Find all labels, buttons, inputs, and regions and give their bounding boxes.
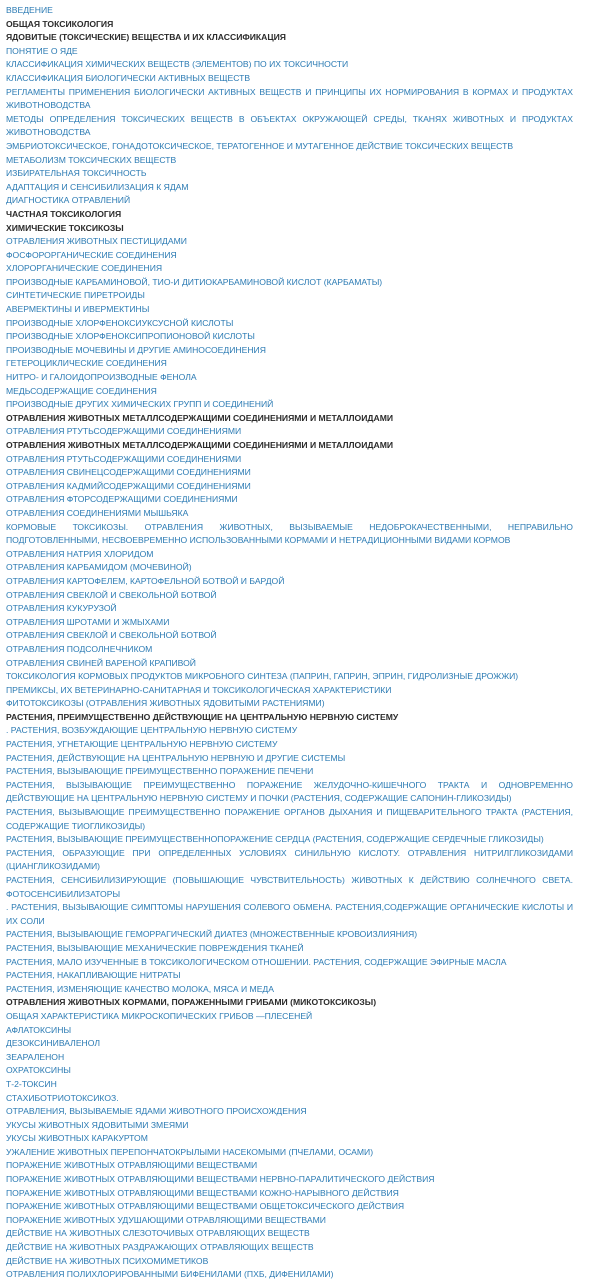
toc-link[interactable]: ДЕЗОКСИНИВАЛЕНОЛ [6,1038,100,1049]
toc-link[interactable]: ОТРАВЛЕНИЯ РТУТЬСОДЕРЖАЩИМИ СОЕДИНЕНИЯМИ [6,453,242,464]
toc-link[interactable]: МЕТАБОЛИЗМ ТОКСИЧЕСКИХ ВЕЩЕСТВ [6,154,177,165]
toc-heading: ЧАСТНАЯ ТОКСИКОЛОГИЯ [6,208,122,219]
toc-link[interactable]: ОТРАВЛЕНИЯ ПОЛИХЛОРИРОВАННЫМИ БИФЕНИЛАМИ (ПХБ, ДИФЕНИЛАМИ) [6,1269,334,1280]
toc-link[interactable]: ФИТОТОКСИКОЗЫ (ОТРАВЛЕНИЯ ЖИВОТНЫХ ЯДОВИТЫМИ РАСТЕНИЯМИ) [6,698,325,709]
toc-link[interactable]: ПРОИЗВОДНЫЕ ХЛОРФЕНОКСИУКСУСНОЙ КИСЛОТЫ [6,317,234,328]
toc-link[interactable]: РАСТЕНИЯ, УГНЕТАЮЩИЕ ЦЕНТРАЛЬНУЮ НЕРВНУЮ СИСТЕМУ [6,739,278,750]
toc-link[interactable]: РАСТЕНИЯ, ОБРАЗУЮЩИЕ ПРИ ОПРЕДЕЛЕННЫХ УСЛОВИЯХ СИНИЛЬНУЮ КИСЛОТУ. ОТРАВЛЕНИЯ НИТРИЛГЛИКОЗИДАМИ (ЦИАНГЛИКОЗИДАМИ) [6,847,573,872]
toc-link[interactable]: ХЛОРОРГАНИЧЕСКИЕ СОЕДИНЕНИЯ [6,263,163,274]
toc-link[interactable]: РЕГЛАМЕНТЫ ПРИМЕНЕНИЯ БИОЛОГИЧЕСКИ АКТИВНЫХ ВЕЩЕСТВ И ПРИНЦИПЫ ИХ НОРМИРОВАНИЯ В КОРМАХ И ПРОДУКТАХ ЖИВОТНОВОДСТВА [6,86,573,111]
toc-link[interactable]: АДАПТАЦИЯ И СЕНСИБИЛИЗАЦИЯ К ЯДАМ [6,181,189,192]
toc-link[interactable]: КОРМОВЫЕ ТОКСИКОЗЫ. ОТРАВЛЕНИЯ ЖИВОТНЫХ, ВЫЗЫВАЕМЫЕ НЕДОБРОКАЧЕСТВЕННЫМИ, НЕПРАВИЛЬНО ПОДГОТОВЛЕННЫМИ, НЕСВОЕВРЕМЕННО ИСПОЛЬЗОВАННЫМИ КОРМАМИ И НЕТРАДИЦИОННЫМИ ВИДАМИ КОРМОВ [6,521,573,546]
toc-heading: ОТРАВЛЕНИЯ ЖИВОТНЫХ КОРМАМИ, ПОРАЖЕННЫМИ ГРИБАМИ (МИКОТОКСИКОЗЫ) [6,997,377,1008]
toc-link[interactable]: ОТРАВЛЕНИЯ СВЕКЛОЙ И СВЕКОЛЬНОЙ БОТВОЙ [6,589,217,600]
toc-link[interactable]: РАСТЕНИЯ, ВЫЗЫВАЮЩИЕ ПРЕИМУЩЕСТВЕННОПОРАЖЕНИЕ СЕРДЦА (РАСТЕНИЯ, СОДЕРЖАЩИЕ СЕРДЕЧНЫЕ ГЛИКОЗИДЫ) [6,834,544,845]
toc-link[interactable]: . РАСТЕНИЯ, ВОЗБУЖДАЮЩИЕ ЦЕНТРАЛЬНУЮ НЕРВНУЮ СИСТЕМУ [6,725,298,736]
toc-link[interactable]: ОТРАВЛЕНИЯ ФТОРСОДЕРЖАЩИМИ СОЕДИНЕНИЯМИ [6,494,238,505]
toc-link[interactable]: ДЕЙСТВИЕ НА ЖИВОТНЫХ СЛЕЗОТОЧИВЫХ ОТРАВЛЯЮЩИХ ВЕЩЕСТВ [6,1228,310,1239]
toc-link[interactable]: УЖАЛЕНИЕ ЖИВОТНЫХ ПЕРЕПОНЧАТОКРЫЛЫМИ НАСЕКОМЫМИ (ПЧЕЛАМИ, ОСАМИ) [6,1146,374,1157]
toc-link[interactable]: ПРОИЗВОДНЫЕ КАРБАМИНОВОЙ, ТИО-И ДИТИОКАРБАМИНОВОЙ КИСЛОТ (КАРБАМАТЫ) [6,276,383,287]
toc-link[interactable]: ОТРАВЛЕНИЯ, ВЫЗЫВАЕМЫЕ ЯДАМИ ЖИВОТНОГО ПРОИСХОЖДЕНИЯ [6,1106,307,1117]
toc-link[interactable]: МЕТОДЫ ОПРЕДЕЛЕНИЯ ТОКСИЧЕСКИХ ВЕЩЕСТВ В ОБЪЕКТАХ ОКРУЖАЮЩЕЙ СРЕДЫ, ТКАНЯХ ЖИВОТНЫХ И ПРОДУКТАХ ЖИВОТНОВОДСТВА [6,113,573,138]
toc-link[interactable]: ФОСФОРОРГАНИЧЕСКИЕ СОЕДИНЕНИЯ [6,249,177,260]
toc-link[interactable]: ПРЕМИКСЫ, ИХ ВЕТЕРИНАРНО-САНИТАРНАЯ И ТОКСИКОЛОГИЧЕСКАЯ ХАРАКТЕРИСТИКИ [6,684,392,695]
toc-link[interactable]: РАСТЕНИЯ, ВЫЗЫВАЮЩИЕ ПРЕИМУЩЕСТВЕННО ПОРАЖЕНИЕ ОРГАНОВ ДЫХАНИЯ И ПИЩЕВАРИТЕЛЬНОГО ТРАКТА (РАСТЕНИЯ, СОДЕРЖАЩИЕ ТИОГЛИКОЗИДЫ) [6,807,573,831]
toc-link[interactable]: ЭМБРИОТОКСИЧЕСКОЕ, ГОНАДОТОКСИЧЕСКОЕ, ТЕРАТОГЕННОЕ И МУТАГЕННОЕ ДЕЙСТВИЕ ТОКСИЧЕСКИХ ВЕЩЕСТВ [6,140,514,151]
toc-link[interactable]: ПОРАЖЕНИЕ ЖИВОТНЫХ ОТРАВЛЯЮЩИМИ ВЕЩЕСТВАМИ НЕРВНО-ПАРАЛИТИЧЕСКОГО ДЕЙСТВИЯ [6,1174,435,1185]
toc-link[interactable]: . РАСТЕНИЯ, ВЫЗЫВАЮЩИЕ СИМПТОМЫ НАРУШЕНИЯ СОЛЕВОГО ОБМЕНА. РАСТЕНИЯ,СОДЕРЖАЩИЕ ОРГАНИЧЕСКИЕ КИСЛОТЫ И ИХ СОЛИ [6,902,573,926]
toc-link[interactable]: ОТРАВЛЕНИЯ СВИНЕЙ ВАРЕНОЙ КРАПИВОЙ [6,657,196,668]
toc-link[interactable]: ОТРАВЛЕНИЯ СВЕКЛОЙ И СВЕКОЛЬНОЙ БОТВОЙ [6,630,217,641]
toc-link[interactable]: ИЗБИРАТЕЛЬНАЯ ТОКСИЧНОСТЬ [6,168,147,179]
toc-link[interactable]: РАСТЕНИЯ, ВЫЗЫВАЮЩИЕ МЕХАНИЧЕСКИЕ ПОВРЕЖДЕНИЯ ТКАНЕЙ [6,942,304,953]
toc-link[interactable]: ТОКСИКОЛОГИЯ КОРМОВЫХ ПРОДУКТОВ МИКРОБНОГО СИНТЕЗА (ПАПРИН, ГАПРИН, ЭПРИН, ГИДРОЛИЗНЫЕ ДРОЖЖИ) [6,671,519,682]
toc-link[interactable]: ОТРАВЛЕНИЯ ШРОТАМИ И ЖМЫХАМИ [6,616,170,627]
toc-heading: РАСТЕНИЯ, ПРЕИМУЩЕСТВЕННО ДЕЙСТВУЮЩИЕ НА ЦЕНТРАЛЬНУЮ НЕРВНУЮ СИСТЕМУ [6,711,399,722]
toc-link[interactable]: ОТРАВЛЕНИЯ КАДМИЙСОДЕРЖАЩИМИ СОЕДИНЕНИЯМИ [6,480,251,491]
toc-link[interactable]: ОТРАВЛЕНИЯ СОЕДИНЕНИЯМИ МЫШЬЯКА [6,507,189,518]
toc-link[interactable]: ПРОИЗВОДНЫЕ ХЛОРФЕНОКСИПРОПИОНОВОЙ КИСЛОТЫ [6,331,255,342]
toc-link[interactable]: ПОРАЖЕНИЕ ЖИВОТНЫХ ОТРАВЛЯЮЩИМИ ВЕЩЕСТВАМИ ОБЩЕТОКСИЧЕСКОГО ДЕЙСТВИЯ [6,1201,405,1212]
toc-link[interactable]: ОХРАТОКСИНЫ [6,1065,71,1076]
toc-heading: ЯДОВИТЫЕ (ТОКСИЧЕСКИЕ) ВЕЩЕСТВА И ИХ КЛАССИФИКАЦИЯ [6,32,286,43]
toc-link[interactable]: ГЕТЕРОЦИКЛИЧЕСКИЕ СОЕДИНЕНИЯ [6,358,167,369]
toc-link[interactable]: ПРОИЗВОДНЫЕ ДРУГИХ ХИМИЧЕСКИХ ГРУПП И СОЕДИНЕНИЙ [6,399,274,410]
toc-heading: ОБЩАЯ ТОКСИКОЛОГИЯ [6,18,114,29]
toc-link[interactable]: ВВЕДЕНИЕ [6,5,53,15]
toc-link[interactable]: РАСТЕНИЯ, ДЕЙСТВУЮЩИЕ НА ЦЕНТРАЛЬНУЮ НЕРВНУЮ И ДРУГИЕ СИСТЕМЫ [6,752,346,763]
toc-link[interactable]: РАСТЕНИЯ, ВЫЗЫВАЮЩИЕ ПРЕИМУЩЕСТВЕННО ПОРАЖЕНИЕ ПЕЧЕНИ [6,766,314,777]
toc-link[interactable]: СИНТЕТИЧЕСКИЕ ПИРЕТРОИДЫ [6,290,145,301]
toc-link[interactable]: РАСТЕНИЯ, ВЫЗЫВАЮЩИЕ ПРЕИМУЩЕСТВЕННО ПОРАЖЕНИЕ ЖЕЛУДОЧНО-КИШЕЧНОГО ТРАКТА И ОДНОВРЕМЕННО ДЕЙСТВУЮЩИЕ НА ЦЕНТРАЛЬНУЮ НЕРВНУЮ СИСТЕМУ И ПОЧКИ (РАСТЕНИЯ, СОДЕРЖАЩИЕ САПОНИН-ГЛИКОЗИДЫ) [6,779,573,804]
toc-link[interactable]: ОТРАВЛЕНИЯ КАРБАМИДОМ (МОЧЕВИНОЙ) [6,562,192,573]
toc-link[interactable]: РАСТЕНИЯ, ИЗМЕНЯЮЩИЕ КАЧЕСТВО МОЛОКА, МЯСА И МЕДА [6,983,274,994]
toc-link[interactable]: ОТРАВЛЕНИЯ РТУТЬСОДЕРЖАЩИМИ СОЕДИНЕНИЯМИ [6,426,242,437]
toc-link[interactable]: ПОРАЖЕНИЕ ЖИВОТНЫХ УДУШАЮЩИМИ ОТРАВЛЯЮЩИМИ ВЕЩЕСТВАМИ [6,1214,326,1225]
toc-link[interactable]: НИТРО- И ГАЛОИДОПРОИЗВОДНЫЕ ФЕНОЛА [6,372,197,383]
toc-link[interactable]: КЛАССИФИКАЦИЯ БИОЛОГИЧЕСКИ АКТИВНЫХ ВЕЩЕСТВ [6,72,251,83]
toc-heading: ОТРАВЛЕНИЯ ЖИВОТНЫХ МЕТАЛЛСОДЕРЖАЩИМИ СОЕДИНЕНИЯМИ И МЕТАЛЛОИДАМИ [6,412,394,423]
toc-link[interactable]: ОТРАВЛЕНИЯ ПОДСОЛНЕЧНИКОМ [6,643,153,654]
toc-link[interactable]: АФЛАТОКСИНЫ [6,1024,72,1035]
toc-link[interactable]: ПОРАЖЕНИЕ ЖИВОТНЫХ ОТРАВЛЯЮЩИМИ ВЕЩЕСТВАМИ КОЖНО-НАРЫВНОГО ДЕЙСТВИЯ [6,1187,399,1198]
toc-link[interactable]: ДЕЙСТВИЕ НА ЖИВОТНЫХ ПСИХОМИМЕТИКОВ [6,1255,209,1266]
toc-heading: ХИМИЧЕСКИЕ ТОКСИКОЗЫ [6,222,124,233]
toc-link[interactable]: ПОРАЖЕНИЕ ЖИВОТНЫХ ОТРАВЛЯЮЩИМИ ВЕЩЕСТВАМИ [6,1160,258,1171]
toc-link[interactable]: ЗЕАРАЛЕНОН [6,1051,65,1062]
toc-link[interactable]: РАСТЕНИЯ, НАКАПЛИВАЮЩИЕ НИТРАТЫ [6,970,181,981]
toc-link[interactable]: РАСТЕНИЯ, ВЫЗЫВАЮЩИЕ ГЕМОРРАГИЧЕСКИЙ ДИАТЕЗ (МНОЖЕСТВЕННЫЕ КРОВОИЗЛИЯНИЯ) [6,929,418,940]
toc-link[interactable]: МЕДЬСОДЕРЖАЩИЕ СОЕДИНЕНИЯ [6,385,157,396]
toc-link[interactable]: ПРОИЗВОДНЫЕ МОЧЕВИНЫ И ДРУГИЕ АМИНОСОЕДИНЕНИЯ [6,344,266,355]
toc-link[interactable]: ПОНЯТИЕ О ЯДЕ [6,45,78,56]
toc-link[interactable]: Т-2-ТОКСИН [6,1078,57,1089]
toc-heading: ОТРАВЛЕНИЯ ЖИВОТНЫХ МЕТАЛЛСОДЕРЖАЩИМИ СОЕДИНЕНИЯМИ И МЕТАЛЛОИДАМИ [6,440,394,450]
toc-link[interactable]: СТАХИБОТРИОТОКСИКОЗ. [6,1092,119,1103]
toc-link[interactable]: УКУСЫ ЖИВОТНЫХ ЯДОВИТЫМИ ЗМЕЯМИ [6,1119,189,1130]
toc-link[interactable]: ОТРАВЛЕНИЯ КУКУРУЗОЙ [6,603,117,614]
toc-link[interactable]: ОТРАВЛЕНИЯ КАРТОФЕЛЕМ, КАРТОФЕЛЬНОЙ БОТВОЙ И БАРДОЙ [6,575,285,586]
toc-link[interactable]: ДИАГНОСТИКА ОТРАВЛЕНИЙ [6,195,131,206]
toc-link[interactable]: РАСТЕНИЯ, СЕНСИБИЛИЗИРУЮЩИЕ (ПОВЫШАЮЩИЕ ЧУВСТВИТЕЛЬНОСТЬ) ЖИВОТНЫХ К ДЕЙСТВИЮ СОЛНЕЧНОГО СВЕТА. ФОТОСЕНСИБИЛИЗАТОРЫ [6,875,573,899]
toc-link[interactable]: ДЕЙСТВИЕ НА ЖИВОТНЫХ РАЗДРАЖАЮЩИХ ОТРАВЛЯЮЩИХ ВЕЩЕСТВ [6,1242,314,1253]
toc-link[interactable]: ОТРАВЛЕНИЯ СВИНЕЦСОДЕРЖАЩИМИ СОЕДИНЕНИЯМИ [6,467,251,478]
toc-link[interactable]: ОТРАВЛЕНИЯ ЖИВОТНЫХ ПЕСТИЦИДАМИ [6,236,187,247]
toc-link[interactable]: АВЕРМЕКТИНЫ И ИВЕРМЕКТИНЫ [6,304,150,315]
toc-link[interactable]: УКУСЫ ЖИВОТНЫХ КАРАКУРТОМ [6,1133,148,1144]
toc-link[interactable]: КЛАССИФИКАЦИЯ ХИМИЧЕСКИХ ВЕЩЕСТВ (ЭЛЕМЕНТОВ) ПО ИХ ТОКСИЧНОСТИ [6,59,349,70]
toc-link[interactable]: ОБЩАЯ ХАРАКТЕРИСТИКА МИКРОСКОПИЧЕСКИХ ГРИБОВ —ПЛЕСЕНЕЙ [6,1010,313,1021]
toc-link[interactable]: РАСТЕНИЯ, МАЛО ИЗУЧЕННЫЕ В ТОКСИКОЛОГИЧЕСКОМ ОТНОШЕНИИ. РАСТЕНИЯ, СОДЕРЖАЩИЕ ЭФИРНЫЕ МАСЛА [6,956,507,967]
toc-link[interactable]: ОТРАВЛЕНИЯ НАТРИЯ ХЛОРИДОМ [6,548,154,559]
